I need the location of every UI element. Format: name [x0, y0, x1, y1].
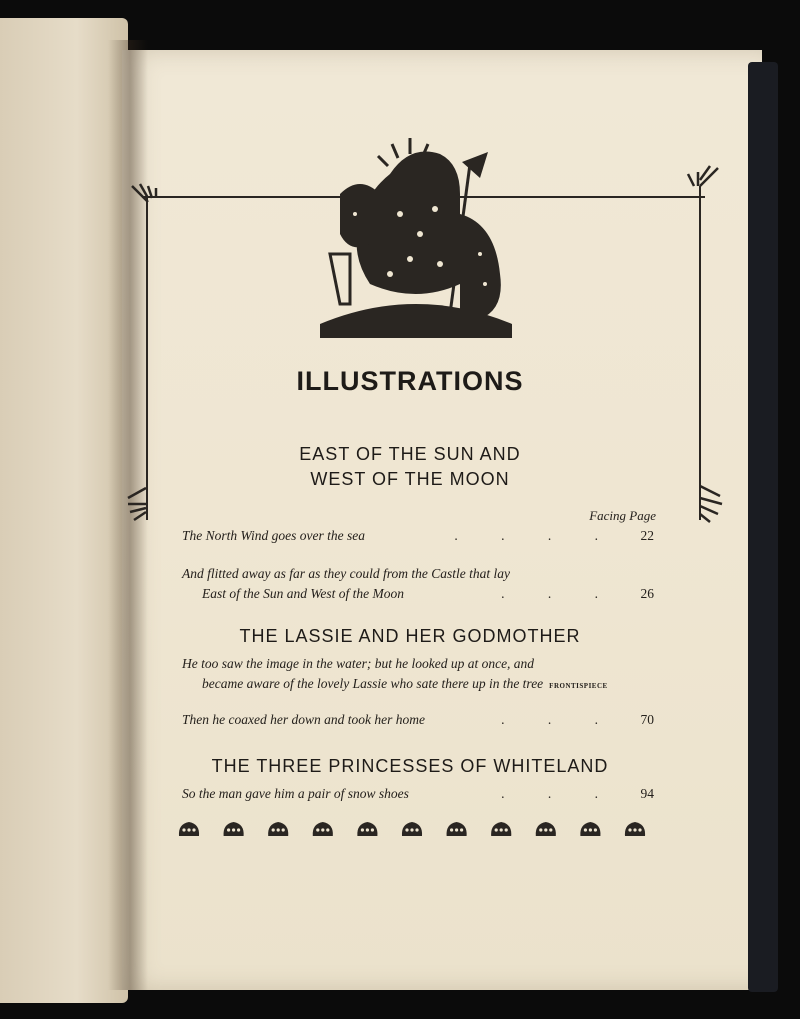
- fleuron-icon: [491, 822, 511, 836]
- fleuron-icon: [179, 822, 199, 836]
- section-title-line: EAST OF THE SUN AND: [299, 444, 521, 464]
- page-number: 70: [640, 712, 654, 727]
- page-number: FRONTISPIECE: [549, 682, 608, 690]
- book-cover-edge: [748, 62, 778, 992]
- fleuron-icon: [580, 822, 600, 836]
- fleuron-icon: [313, 822, 333, 836]
- page-number: 26: [640, 586, 654, 601]
- corner-flourish-icon: [678, 164, 722, 208]
- page-number: 22: [640, 528, 654, 543]
- section-title-line: THE THREE PRINCESSES OF WHITELAND: [211, 756, 609, 776]
- list-item: He too saw the image in the water; but he looked up at once, and became aware of the lovely Lassie who sate there up in the tree FRONTISPIECE: [182, 654, 654, 696]
- fleuron-row: [178, 816, 658, 842]
- frame-left-rule: [146, 196, 148, 520]
- section-title: [170, 756, 650, 777]
- frame-right-rule: [699, 186, 701, 520]
- fleuron-icon: [402, 822, 422, 836]
- fleuron-icon: [625, 822, 645, 836]
- section-title: [190, 626, 630, 647]
- page-number: 94: [640, 786, 654, 801]
- list-item: Then he coaxed her down and took her home . . . 70: [182, 710, 654, 730]
- fleuron-icon: [268, 822, 288, 836]
- fleuron-icon: [357, 822, 377, 836]
- fleuron-icon: [536, 822, 556, 836]
- section-title-line: THE LASSIE AND HER GODMOTHER: [239, 626, 581, 646]
- section-title: [190, 444, 630, 490]
- fleuron-icon: [224, 822, 244, 836]
- facing-page-label: Facing Page: [589, 508, 656, 523]
- list-item: So the man gave him a pair of snow shoes . . . 94: [182, 784, 654, 804]
- fleuron-icon: [447, 822, 467, 836]
- corner-flourish-icon: [126, 182, 166, 222]
- corner-flourish-icon: [684, 476, 724, 526]
- list-item: The North Wind goes over the sea . . . . 22: [182, 526, 654, 546]
- knight-on-horse-icon: [310, 134, 522, 338]
- section-title-line: WEST OF THE MOON: [310, 469, 510, 489]
- corner-flourish-icon: [124, 478, 164, 524]
- page-title: ILLUSTRATIONS: [296, 366, 524, 396]
- list-item: And flitted away as far as they could from the Castle that lay East of the Sun and West of the Moon . . . 26: [182, 564, 654, 604]
